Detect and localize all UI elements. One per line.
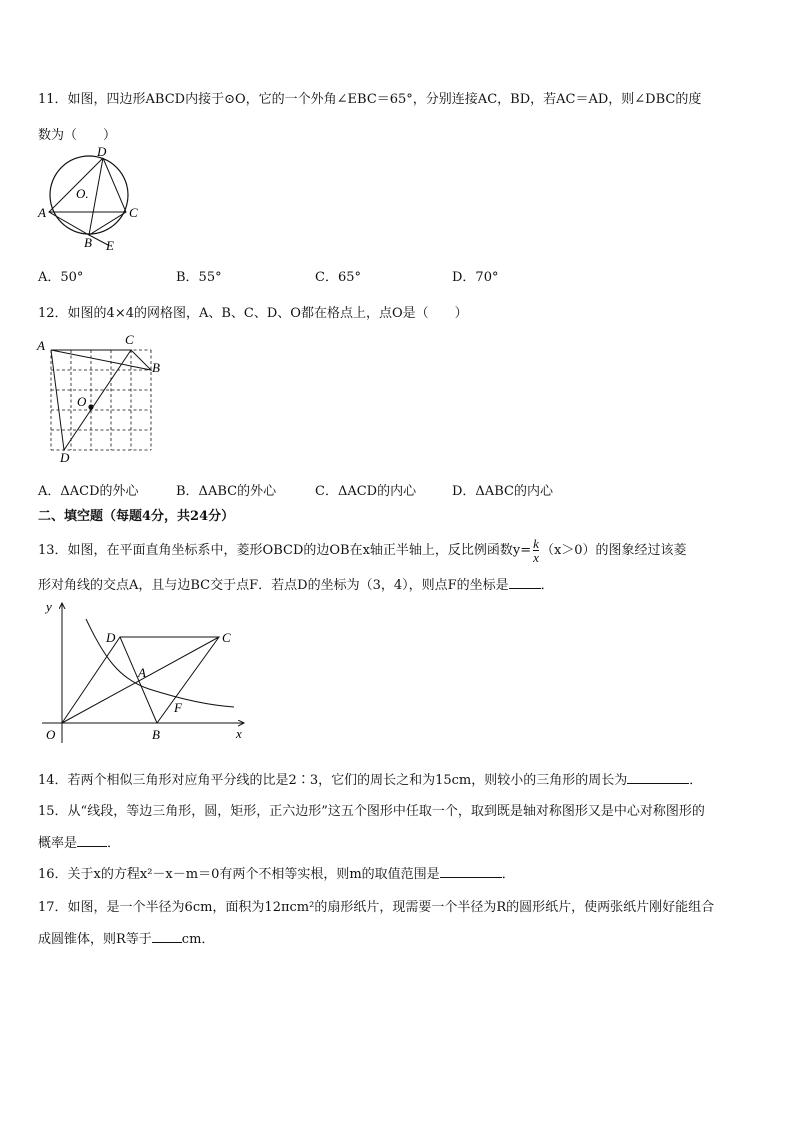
q11-option-d: D．70° xyxy=(452,270,499,285)
label-o: O xyxy=(46,727,56,742)
q13-line2-end: ． xyxy=(540,578,554,593)
q13-fraction-numerator: k xyxy=(533,536,539,551)
q13-line2-text: 形对角线的交点A，且与边BC交于点F．若点D的坐标为（3，4），则点F的坐标是 xyxy=(38,578,509,593)
q15-line2-text: 概率是 xyxy=(38,836,78,851)
q12-option-c: C．ΔACD的内心 xyxy=(315,484,417,499)
q13-answer-blank[interactable] xyxy=(509,576,541,589)
q12-option-a: A．ΔACD的外心 xyxy=(38,484,139,499)
q12-option-b: B．ΔABC的外心 xyxy=(176,484,277,499)
label-b: B xyxy=(152,727,160,742)
label-d: D xyxy=(106,630,116,645)
point-o xyxy=(88,404,93,409)
q11-option-a: A．50° xyxy=(38,270,84,285)
diag-db xyxy=(120,637,157,723)
q17-line2-text: 成圆锥体，则R等于 xyxy=(38,932,152,947)
label-a: A xyxy=(138,665,146,680)
q16-text: 16．关于x的方程x²－x－m＝0有两个不相等实根，则m的取值范围是 xyxy=(38,867,440,882)
label-c: C xyxy=(222,630,231,645)
diag-oc xyxy=(62,637,219,723)
q14-text: 14．若两个相似三角形对应角平分线的比是2∶3，它们的周长之和为15cm，则较小的三角形的周长为 xyxy=(38,773,628,788)
q16-stem xyxy=(38,863,515,882)
triangle-acb xyxy=(51,350,151,370)
label-d: D xyxy=(97,146,107,159)
label-a: A xyxy=(38,205,46,220)
q11-stem-line1: 11．如图，四边形ABCD内接于⊙O，它的一个外角∠EBC＝65°，分别连接AC，BD，若AC＝AD，则∠DBC的度 xyxy=(38,92,702,107)
label-o: O xyxy=(77,394,87,409)
q13-fraction-denominator: x xyxy=(533,550,539,565)
q13-line1-b: （x＞0）的图象经过该菱 xyxy=(540,543,687,558)
q16-end: ． xyxy=(501,867,515,882)
label-e: E xyxy=(106,238,114,253)
q13-line1-a: 13．如图，在平面直角坐标系中，菱形OBCD的边OB在x轴正半轴上，反比例函数y= xyxy=(38,543,532,558)
label-o: O. xyxy=(76,186,89,201)
q14-end: ． xyxy=(689,773,703,788)
q11-option-b: B．55° xyxy=(176,270,222,285)
q12-option-d: D．ΔABC的内心 xyxy=(452,484,553,499)
q13-coordinate-figure xyxy=(34,597,254,747)
q16-answer-blank[interactable] xyxy=(440,865,502,878)
q12-grid-figure xyxy=(34,332,174,467)
q17-stem-line1: 17．如图，是一个半径为6cm，面积为12πcm²的扇形纸片，现需要一个半径为R的圆形纸片，使两张纸片刚好能组合 xyxy=(38,900,715,915)
q11-stem-line2: 数为（ ） xyxy=(38,128,117,143)
q12-stem: 12．如图的4×4的网格图，A、B、C、D、O都在格点上，点O是（ ） xyxy=(38,306,468,321)
section-heading: 二、填空题（每题4分，共24分） xyxy=(38,509,235,524)
label-d: D xyxy=(60,450,70,465)
q17-end: cm． xyxy=(181,932,215,947)
q17-answer-blank[interactable] xyxy=(152,930,182,943)
label-c: C xyxy=(129,205,138,220)
q15-end: ． xyxy=(107,836,121,851)
q15-stem-line2 xyxy=(38,832,120,851)
label-b: B xyxy=(84,235,92,250)
label-f: F xyxy=(174,700,182,715)
q15-answer-blank[interactable] xyxy=(77,834,107,847)
circle-o xyxy=(50,156,128,234)
label-y: y xyxy=(46,599,52,614)
label-b: B xyxy=(152,360,160,375)
q11-circle-figure xyxy=(34,146,144,254)
q14-answer-blank[interactable] xyxy=(627,771,689,784)
label-a: A xyxy=(37,338,45,353)
q14-stem xyxy=(38,769,702,788)
q13-stem-line2 xyxy=(38,574,554,593)
q11-option-c: C．65° xyxy=(315,270,361,285)
q13-stem-line1 xyxy=(38,537,687,564)
label-x: x xyxy=(236,726,242,741)
q17-stem-line2 xyxy=(38,928,214,947)
grid-lines xyxy=(51,350,151,450)
label-c: C xyxy=(125,332,134,347)
q13-fraction xyxy=(533,537,539,564)
q15-stem-line1: 15．从“线段，等边三角形，圆，矩形，正六边形”这五个图形中任取一个，取到既是轴对称图形又是中心对称图形的 xyxy=(38,804,705,819)
